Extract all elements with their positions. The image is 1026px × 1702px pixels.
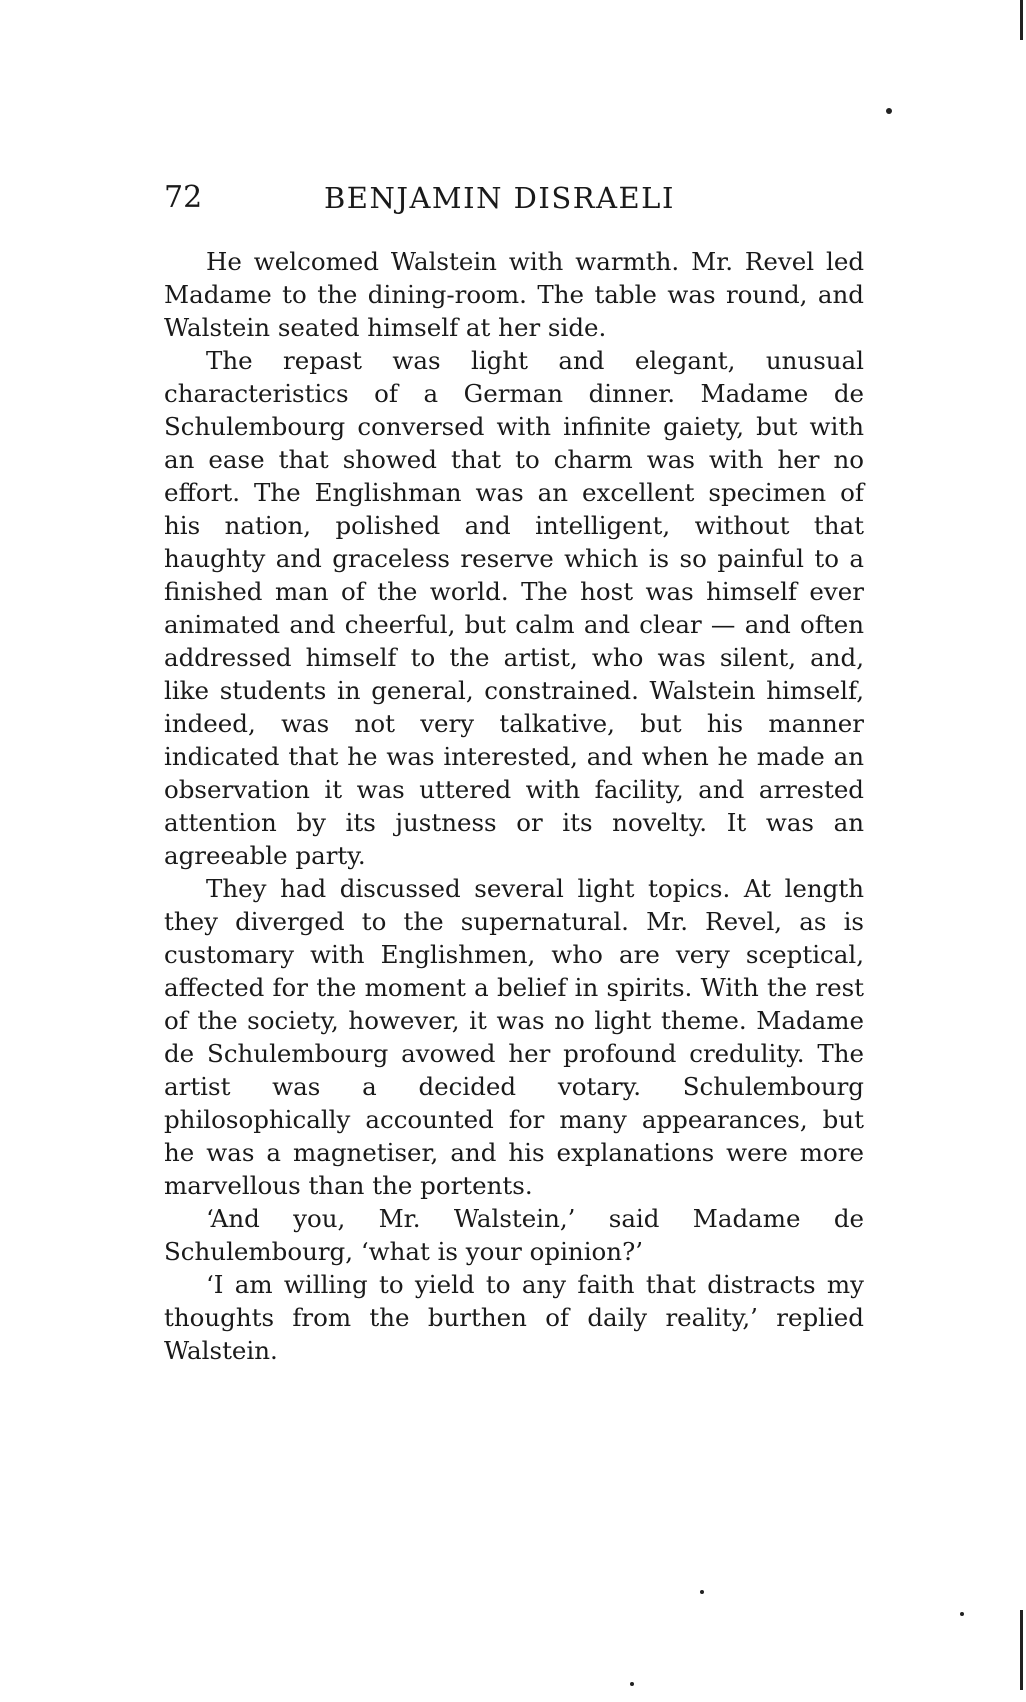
- paragraph: ‘And you, Mr. Walstein,’ said Madame de Schulembourg, ‘what is your opinion?’: [164, 1204, 864, 1266]
- running-head: [164, 176, 710, 220]
- paragraph: ‘I am willing to yield to any faith that distracts my thoughts from the burthen of daily reality,’ replied Walstein.: [164, 1270, 864, 1365]
- paragraph: The repast was light and elegant, unusual characteristics of a German dinner. Madame de Schulembourg conversed with infinite gaiety, but with an ease that showed that to charm was with her no effort. The Englishman was an excellent specimen of his nation, polished and intelligent, without that haughty and graceless reserve which is so painful to a finished man of the world. The host was himself ever animated and cheerful, but calm and clear — and often addressed himself to the artist, who was silent, and, like students in general, constrained. Walstein himself, indeed, was not very talkative, but his manner indicated that he was interested, and when he made an observation it was uttered with facility, and arrested attention by its justness or its novelty. It was an agreeable party.: [164, 346, 864, 870]
- running-title: BENJAMIN DISRAELI: [324, 181, 675, 215]
- paragraph: He welcomed Walstein with warmth. Mr. Revel led Madame to the dining-room. The table was round, and Walstein seated himself at her side.: [164, 247, 864, 342]
- paragraph: They had discussed several light topics. At length they diverged to the supernatural. Mr. Revel, as is customary with Englishmen, who are very sceptical, affected for the moment a belief in spirits. With the rest of the society, however, it was no light theme. Madame de Schulembourg avowed her profound credulity. The artist was a decided votary. Schulembourg philosophically accounted for many appearances, but he was a magnetiser, and his explanations were more marvellous than the portents.: [164, 874, 864, 1200]
- scan-speck: [886, 108, 892, 114]
- scan-speck: [700, 1590, 704, 1594]
- scan-edge-mark: [1020, 1610, 1023, 1690]
- scan-speck: [630, 1682, 634, 1686]
- scan-speck: [960, 1612, 964, 1616]
- page-number: 72: [164, 180, 203, 215]
- scan-edge-mark: [1020, 0, 1023, 40]
- body-text: [164, 245, 864, 1367]
